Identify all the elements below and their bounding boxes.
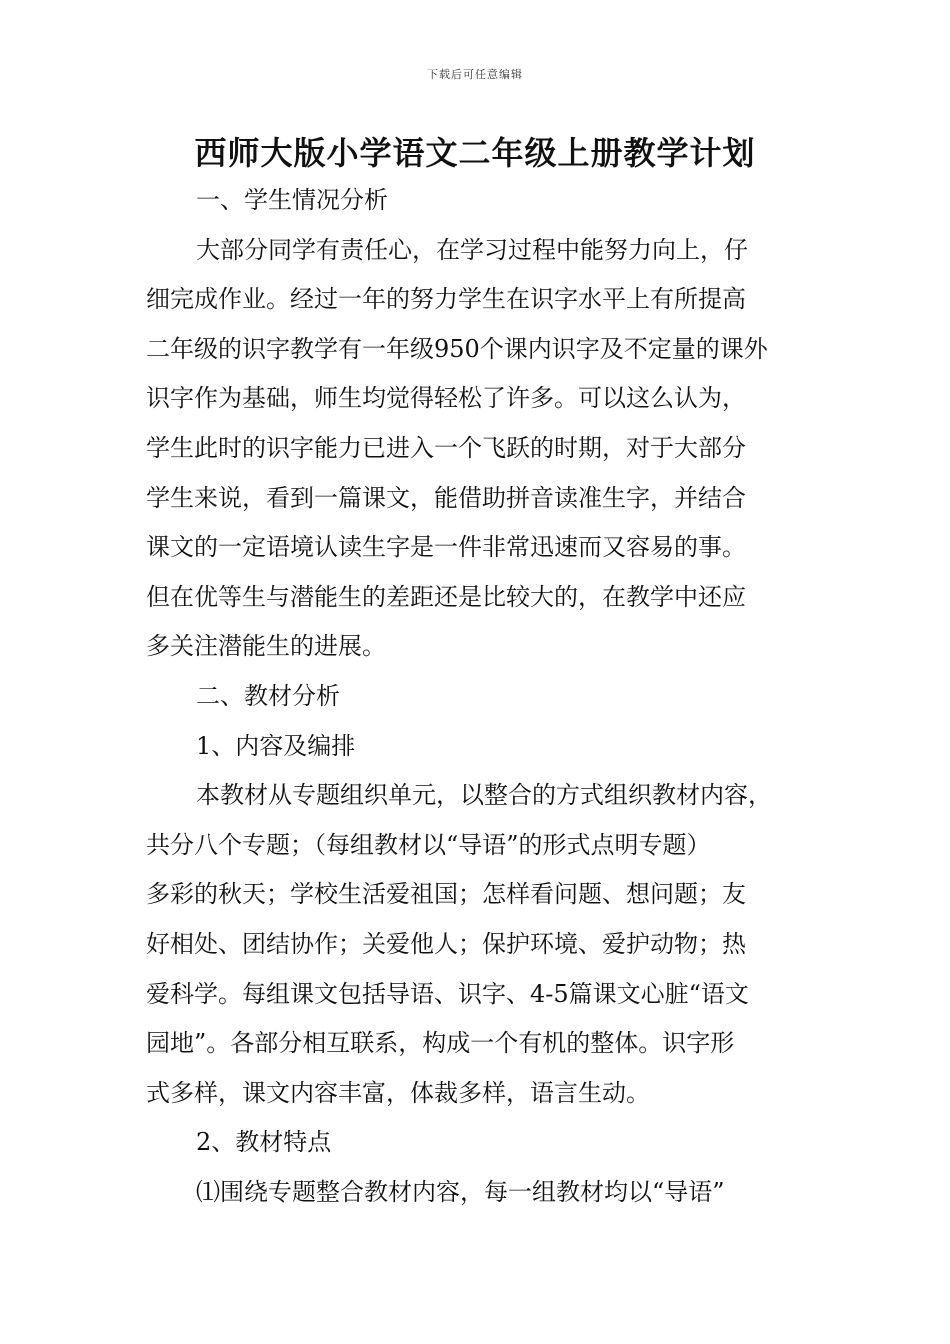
text-line: 但在优等生与潜能生的差距还是比较大的，在教学中还应 bbox=[146, 582, 746, 611]
document-body bbox=[146, 176, 810, 1217]
text-line: 课文的一定语境认读生字是一件非常迅速而又容易的事。 bbox=[146, 533, 746, 562]
text-line: 二、教材分析 bbox=[196, 681, 340, 710]
page-title: 西师大版小学语文二年级上册教学计划 bbox=[194, 134, 756, 172]
text-line: 1、内容及编排 bbox=[196, 731, 356, 760]
text-line: 好相处、团结协作；关爱他人；保护环境、爱护动物；热 bbox=[146, 929, 746, 958]
text-line: 多彩的秋天；学校生活爱祖国；怎样看问题、想问题；友 bbox=[146, 880, 746, 909]
text-line: 学生此时的识字能力已进入一个飞跃的时期，对于大部分 bbox=[146, 433, 746, 462]
text-line: 式多样，课文内容丰富，体裁多样，语言生动。 bbox=[146, 1078, 650, 1107]
text-line: 爱科学。每组课文包括导语、识字、4-5篇课文心脏“语文 bbox=[146, 979, 749, 1008]
text-line: 细完成作业。经过一年的努力学生在识字水平上有所提高 bbox=[146, 285, 746, 314]
text-line: 本教材从专题组织单元，以整合的方式组织教材内容， bbox=[196, 781, 772, 810]
text-line: 园地”。各部分相互联系，构成一个有机的整体。识字形 bbox=[146, 1029, 735, 1058]
text-line: 大部分同学有责任心，在学习过程中能努力向上，仔 bbox=[196, 235, 748, 264]
text-line: 2、教材特点 bbox=[196, 1128, 332, 1157]
text-line: 多关注潜能生的进展。 bbox=[146, 632, 386, 661]
text-line: 学生来说，看到一篇课文，能借助拼音读准生字，并结合 bbox=[146, 483, 746, 512]
text-line: 共分八个专题；（每组教材以“导语”的形式点明专题） bbox=[146, 830, 711, 859]
text-line: 二年级的识字教学有一年级950个课内识字及不定量的课外 bbox=[146, 334, 768, 363]
text-line: 识字作为基础，师生均觉得轻松了许多。可以这么认为， bbox=[146, 384, 746, 413]
header-note: 下载后可任意编辑 bbox=[427, 68, 523, 81]
text-line: 一、学生情况分析 bbox=[196, 186, 388, 214]
text-line: ⑴围绕专题整合教材内容，每一组教材均以“导语” bbox=[196, 1177, 725, 1206]
